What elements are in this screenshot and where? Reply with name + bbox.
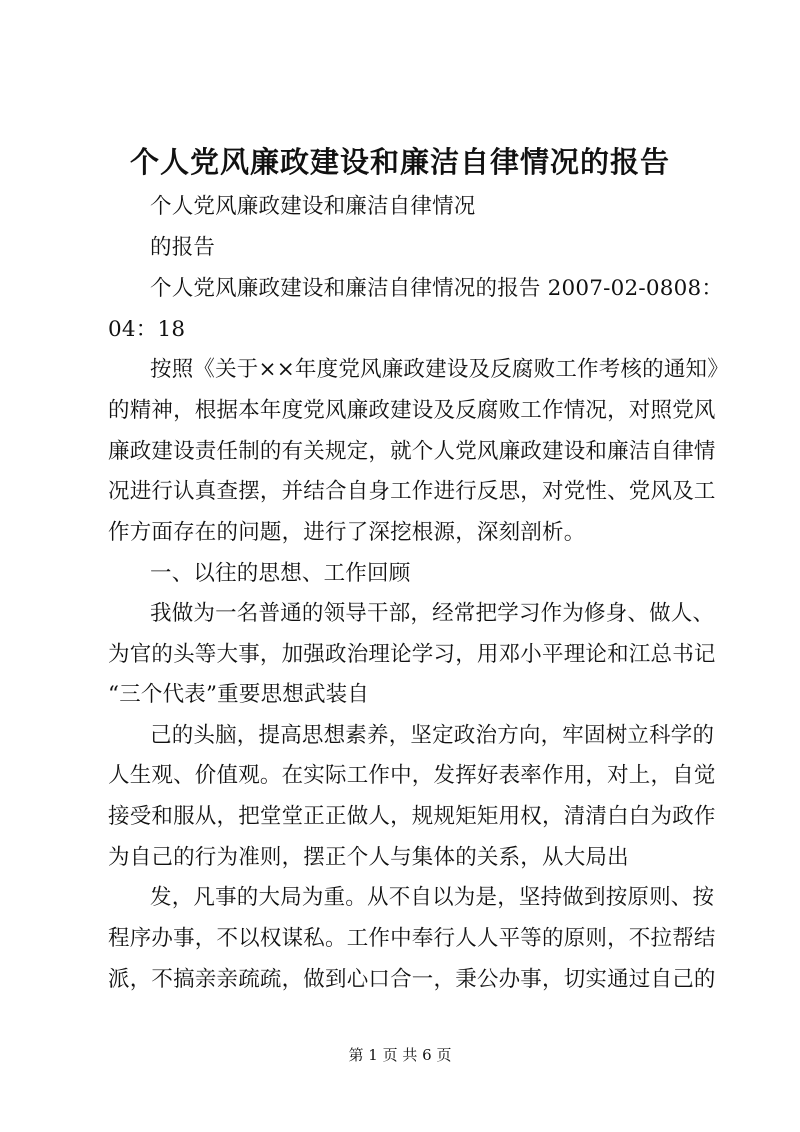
paragraph-line: “三个代表”重要思想武装自 [108,682,370,707]
paragraph-line: 接受和服从，把堂堂正正做人，规规矩矩用权，清清白白为政作 [108,804,716,829]
page-footer: 第 1 页 共 6 页 [348,1046,452,1064]
paragraph-line: 人生观、价值观。在实际工作中，发挥好表率作用，对上，自觉 [108,763,716,788]
paragraph-line: 我做为一名普通的领导干部，经常把学习作为修身、做人、 [150,601,715,626]
subtitle-line-1: 个人党风廉政建设和廉洁自律情况 [150,194,476,219]
section-heading: 一、以往的思想、工作回顾 [150,561,411,586]
paragraph-line: 发，凡事的大局为重。从不自以为是，坚持做到按原则、按 [150,885,715,910]
paragraph-line: 为官的头等大事，加强政治理论学习，用邓小平理论和江总书记 [108,642,716,667]
document-title: 个人党风廉政建设和廉洁自律情况的报告 [129,145,670,179]
paragraph-line: 况进行认真查摆，并结合自身工作进行反思，对党性、党风及工 [108,479,716,504]
date-line-2: 04：18 [108,317,186,342]
paragraph-line: 按照《关于××年度党风廉政建设及反腐败工作考核的通知》 [150,357,729,382]
paragraph-line: 派，不搞亲亲疏疏，做到心口合一，秉公办事，切实通过自己的 [108,967,716,992]
paragraph-line: 程序办事，不以权谋私。工作中奉行人人平等的原则，不拉帮结 [108,926,716,951]
paragraph-line: 为自己的行为准则，摆正个人与集体的关系，从大局出 [108,845,629,870]
paragraph-line: 己的头脑，提高思想素养，坚定政治方向，牢固树立科学的 [150,723,715,748]
paragraph-line: 廉政建设责任制的有关规定，就个人党风廉政建设和廉洁自律情 [108,439,716,464]
subtitle-line-2: 的报告 [150,235,216,260]
paragraph-line: 作方面存在的问题，进行了深挖根源，深刻剖析。 [108,520,586,545]
date-line-1: 个人党风廉政建设和廉洁自律情况的报告 2007-02-0808： [150,276,724,301]
paragraph-line: 的精神，根据本年度党风廉政建设及反腐败工作情况，对照党风 [108,398,716,423]
